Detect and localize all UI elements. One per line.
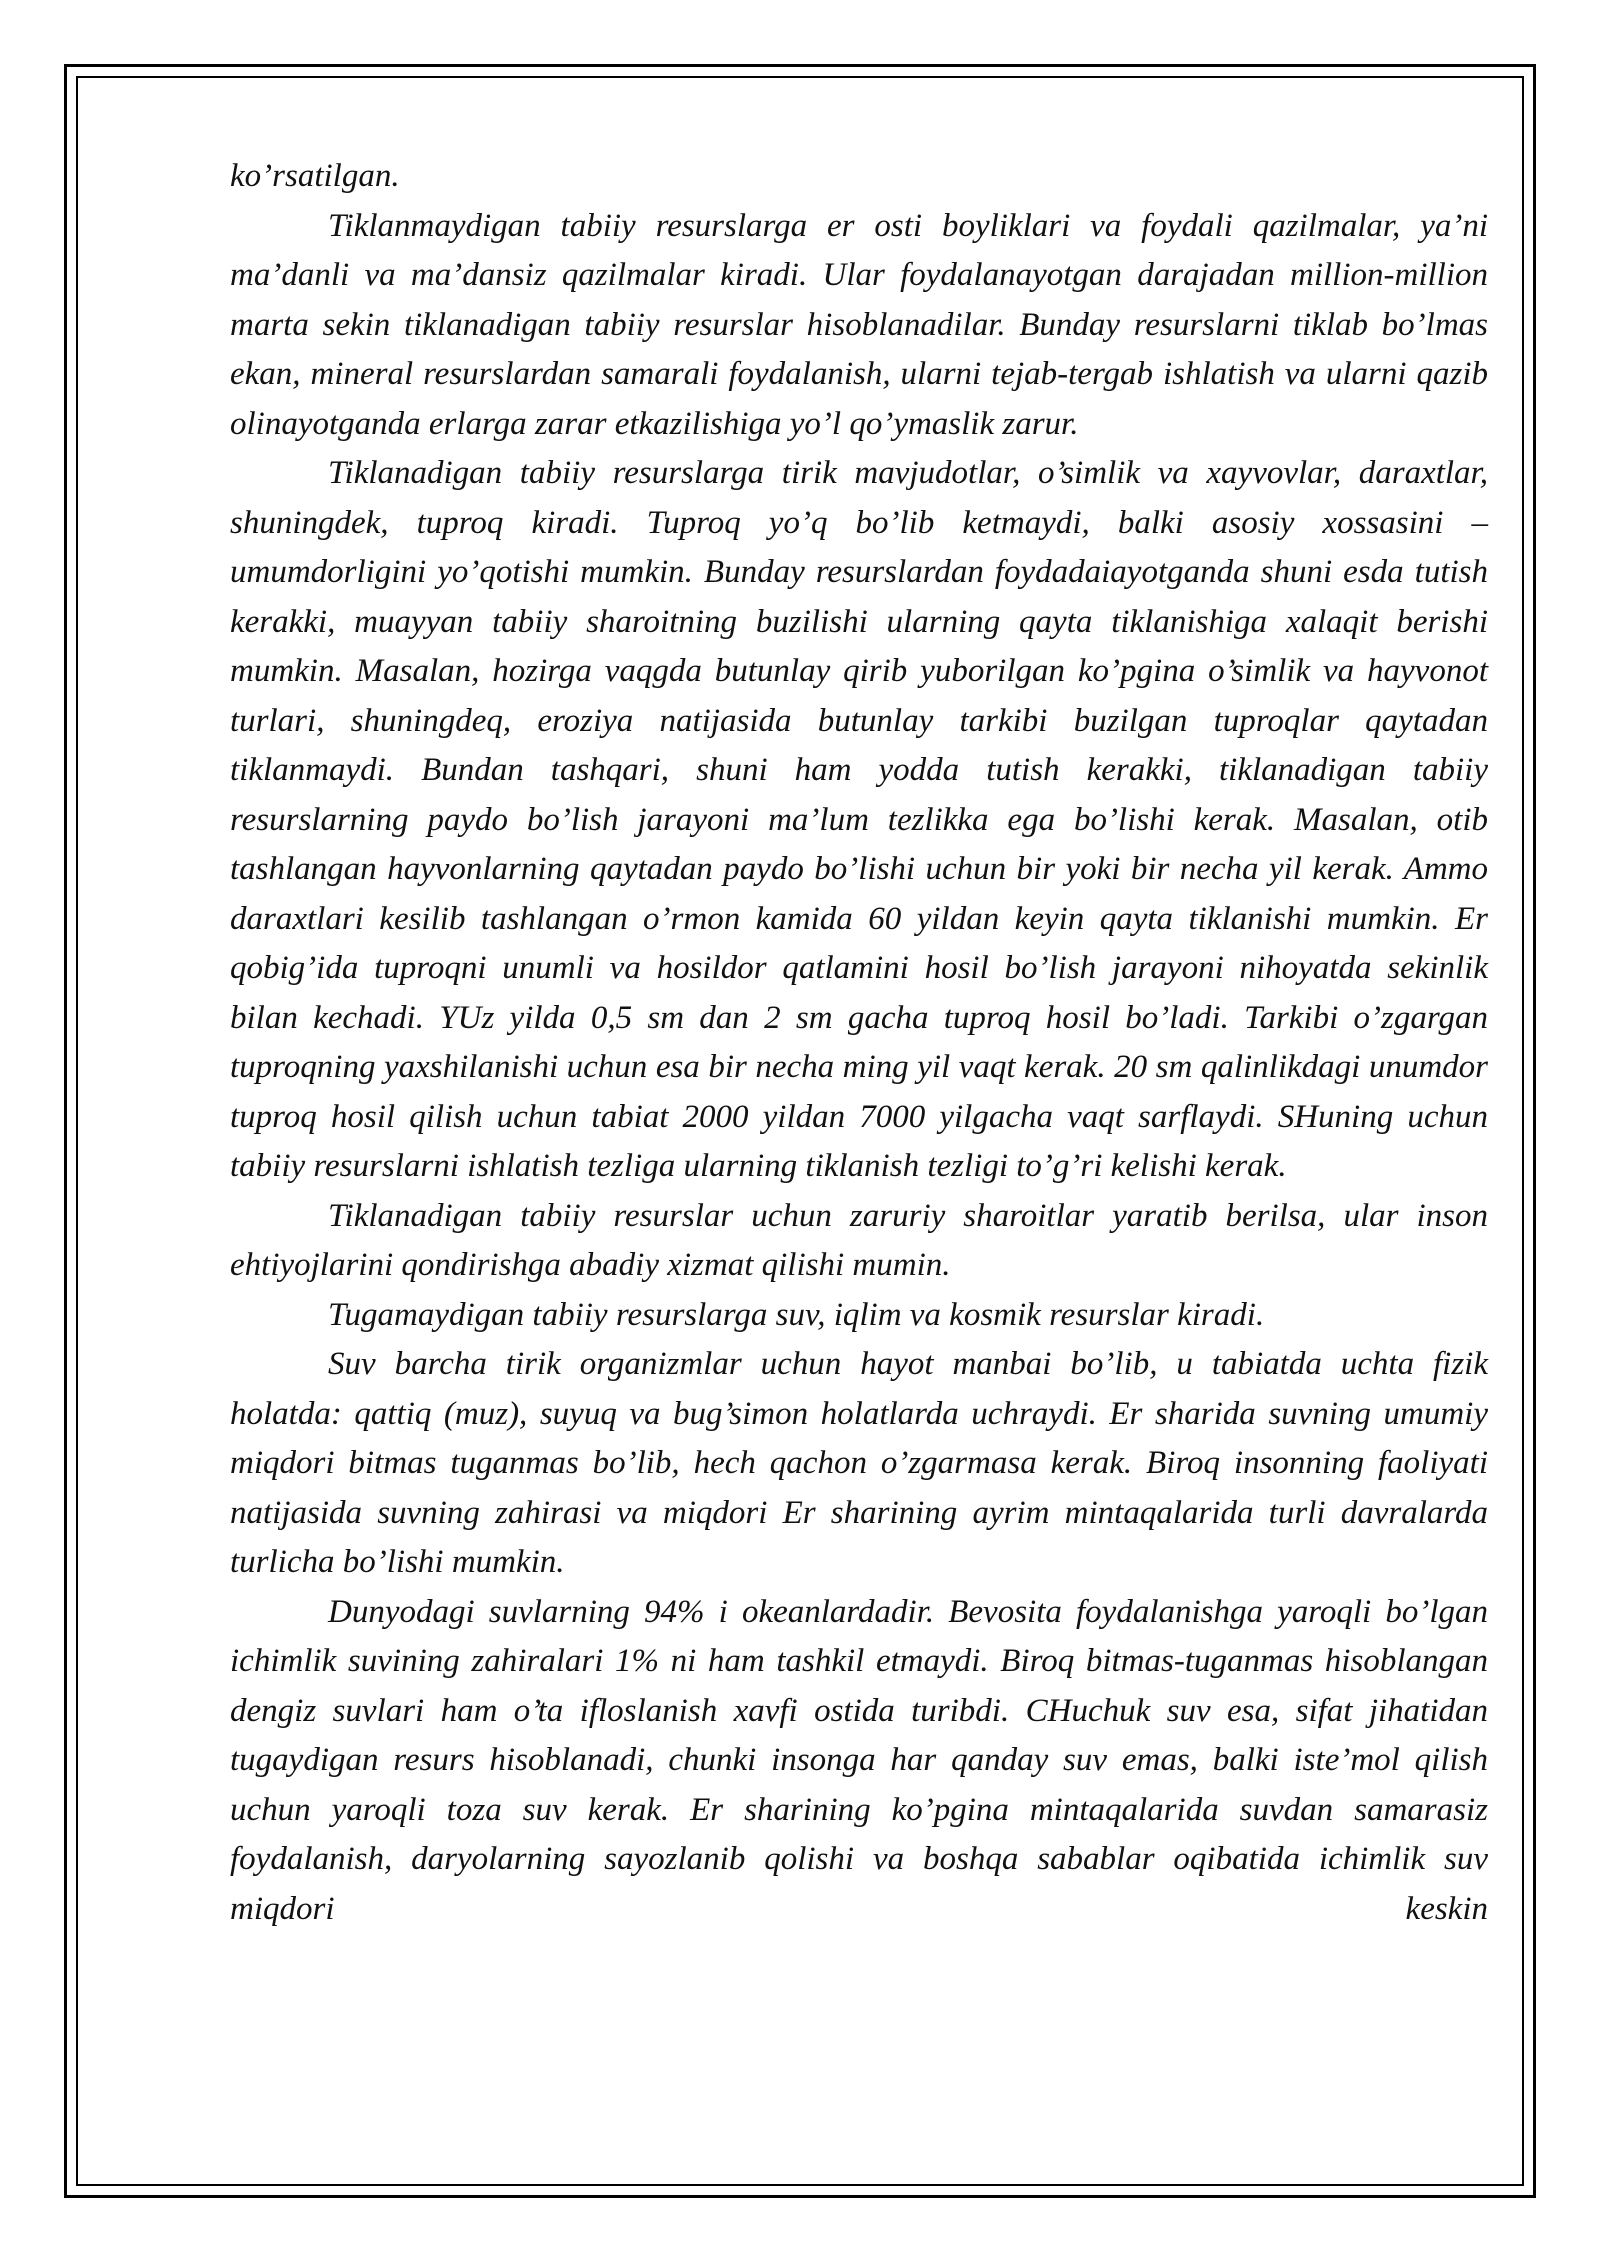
paragraph-inexhaustible-resources: Tugamaydigan tabiiy resurslarga suv, iqlim va kosmik resurslar kiradi. xyxy=(328,1296,1265,1333)
paragraph-renewable-resources: Tiklanadigan tabiiy resurslarga tirik mavjudotlar, o’simlik va xayvovlar, daraxtlar, shuningdek, tuproq kiradi. Tuproq yo’q bo’lib ketmaydi, balki asosiy xossasini – umumdorligini yo’qotishi mumkin. Bunday resurslardan foydadaiayotganda shuni esda tutish kerakki, muayyan tabiiy sharoitning buzilishi ularning qayta tiklanishiga xalaqit berishi mumkin. Masalan, hozirga vaqgda butunlay qirib yuborilgan ko’pgina o’simlik va hayvonot turlari, shuningdeq, eroziya natijasida butunlay tarkibi buzilgan tuproqlar qaytadan tiklanmaydi. Bundan tashqari, shuni ham yodda tutish kerakki, tiklanadigan tabiiy resurslarning paydo bo’lish jarayoni ma’lum tezlikka ega bo’lishi kerak. Masalan, otib tashlangan hayvonlarning qaytadan paydo bo’lishi uchun bir yoki bir necha yil kerak. Ammo daraxtlari kesilib tashlangan o’rmon kamida 60 yildan keyin qayta tiklanishi mumkin. Er qobig’ida tuproqni unumli va hosildor qatlamini hosil bo’lish jarayoni nihoyatda sekinlik bilan kechadi. YUz yilda 0,5 sm dan 2 sm gacha tuproq hosil bo’ladi. Tarkibi o’zgargan tuproqning yaxshilanishi uchun esa bir necha ming yil vaqt kerak. 20 sm qalinlikdagi unumdor tuproq hosil qilish uchun tabiat 2000 yildan 7000 yilgacha vaqt sarflaydi. SHuning uchun tabiiy resurslarni ishlatish tezliga ularning tiklanish tezligi to’g’ri kelishi kerak. xyxy=(230,455,1488,1184)
paragraph-renewable-conditions: Tiklanadigan tabiiy resurslar uchun zaruriy sharoitlar yaratib berilsa, ular inson ehtiyojlarini qondirishga abadiy xizmat qilishi mumin. xyxy=(230,1197,1488,1283)
paragraph-nonrenewable-resources: Tiklanmaydigan tabiiy resurslarga er osti boyliklari va foydali qazilmalar, ya’ni ma’danli va ma’dansiz qazilmalar kiradi. Ular foydalanayotgan darajadan million-million marta sekin tiklanadigan tabiiy resurslar hisoblanadilar. Bunday resurslarni tiklab bo’lmas ekan, mineral resurslardan samarali foydalanish, ularni tejab-tergab ishlatish va ularni qazib olinayotganda erlarga zarar etkazilishiga yo’l qo’ymaslik zarur. xyxy=(230,207,1488,442)
paragraph-water-states: Suv barcha tirik organizmlar uchun hayot manbai bo’lib, u tabiatda uchta fizik holatda: qattiq (muz), suyuq va bug’simon holatlarda uchraydi. Er sharida suvning umumiy miqdori bitmas tuganmas bo’lib, hech qachon o’zgarmasa kerak. Biroq insonning faoliyati natijasida suvning zahirasi va miqdori Er sharining ayrim mintaqalarida turli davralarda turlicha bo’lishi mumkin. xyxy=(230,1346,1488,1580)
paragraph-continuation: ko’rsatilgan. xyxy=(230,158,400,194)
paragraph-world-water: Dunyodagi suvlarning 94% i okeanlardadir. Bevosita foydalanishga yaroqli bo’lgan ichimlik suvining zahiralari 1% ni ham tashkil etmaydi. Biroq bitmas-tuganmas hisoblangan dengiz suvlari ham o’ta ifloslanish xavfi ostida turibdi. CHuchuk suv esa, sifat jihatidan tugaydigan resurs hisoblanadi, chunki insonga har qanday suv emas, balki iste’mol qilish uchun yaroqli toza suv kerak. Er sharining ko’pgina mintaqalarida suvdan samarasiz foydalanish, daryolarning sayozlanib qolishi va boshqa sabablar oqibatida ichimlik suv miqdori keskin xyxy=(230,1593,1488,1927)
document-body xyxy=(230,152,1488,1934)
